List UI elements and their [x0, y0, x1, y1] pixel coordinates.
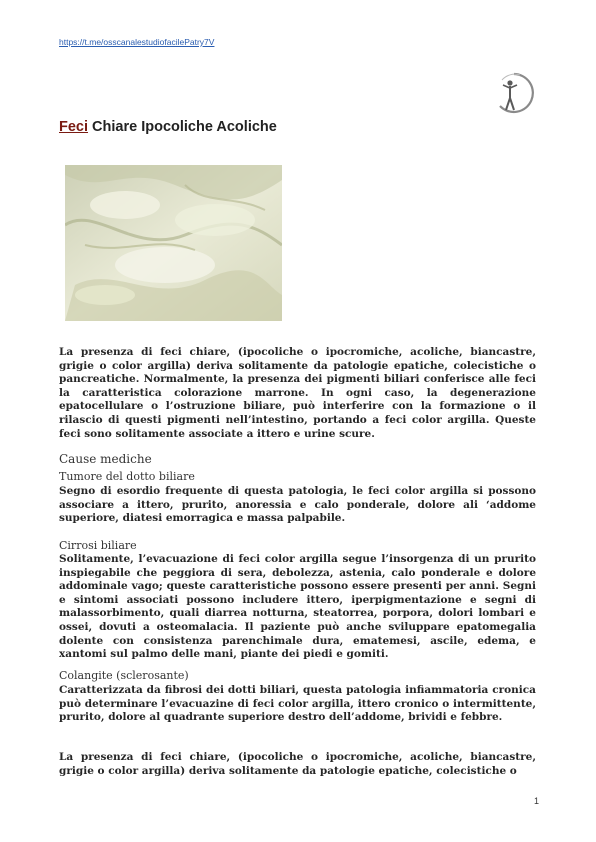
cause-title-2: Cirrosi biliare — [59, 539, 137, 552]
page-number: 1 — [533, 796, 539, 806]
cause-text-3: Caratterizzata da fibrosi dei dotti biliari, questa patologia infiammatoria cronica può determinare l’evacuazine di feci color argilla, ittero cronico o intermittente, prurito, dolore al quadrante superiore destro dell’addome, brividi e febbre. — [59, 684, 536, 724]
repeat-paragraph: La presenza di feci chiare, (ipocoliche o ipocromiche, acoliche, biancastre, grigie o color argilla) deriva solitamente da patologie epatiche, colecistiche o — [59, 751, 536, 777]
logo-figure-icon — [494, 72, 534, 116]
intro-paragraph: La presenza di feci chiare, (ipocoliche o ipocromiche, acoliche, biancastre, grigie o color argilla) deriva solitamente da patologie epatiche, colecistiche o pancreatiche. Normalmente, la presenza dei pigmenti biliari conferisce alle feci la caratteristica colorazione marrone. In ogni caso, la degenerazione epatocellulare o l’ostruzione biliare, può interferire con la formazione o il rilascio di questi pigmenti nell’intestino, portando a feci color argilla. Queste feci sono solitamente associate a ittero e urine scure. — [59, 346, 536, 440]
title-rest: Chiare Ipocoliche Acoliche — [88, 119, 277, 135]
cause-title-1: Tumore del dotto biliare — [59, 470, 195, 483]
title-underlined: Feci — [59, 119, 89, 135]
stool-photo — [65, 165, 282, 321]
cause-title-3: Colangite (sclerosante) — [59, 669, 189, 682]
cause-text-2: Solitamente, l’evacuazione di feci color argilla segue l’insorgenza di un prurito inspiegabile che peggiora di sera, debolezza, astenia, calo ponderale e dolore addominale vago; queste caratteristiche possono essere presenti per anni. Segni e sintomi associati possono includere ittero, iperpigmentazione e segni di malassorbimento, quali diarrea notturna, steatorrea, porpora, dolori lombari e ossei, dovuti a osteomalacia. Il paziente può anche sviluppare epatomegalia dolente con consistenza parenchimale dura, ematemesi, ascile, edema, e xantomi sul palmo delle mani, piante dei piedi e gomiti. — [59, 553, 536, 661]
page-title — [59, 119, 277, 135]
cause-text-1: Segno di esordio frequente di questa patologia, le feci color argilla si possono associare a ittero, prurito, anoressia e calo ponderale, dolore ali ‘addome superiore, diatesi emorragica e massa palpabile. — [59, 485, 536, 525]
section-heading: Cause mediche — [59, 452, 152, 466]
telegram-link[interactable]: https://t.me/osscanalestudiofacilePatry7V — [59, 37, 215, 47]
